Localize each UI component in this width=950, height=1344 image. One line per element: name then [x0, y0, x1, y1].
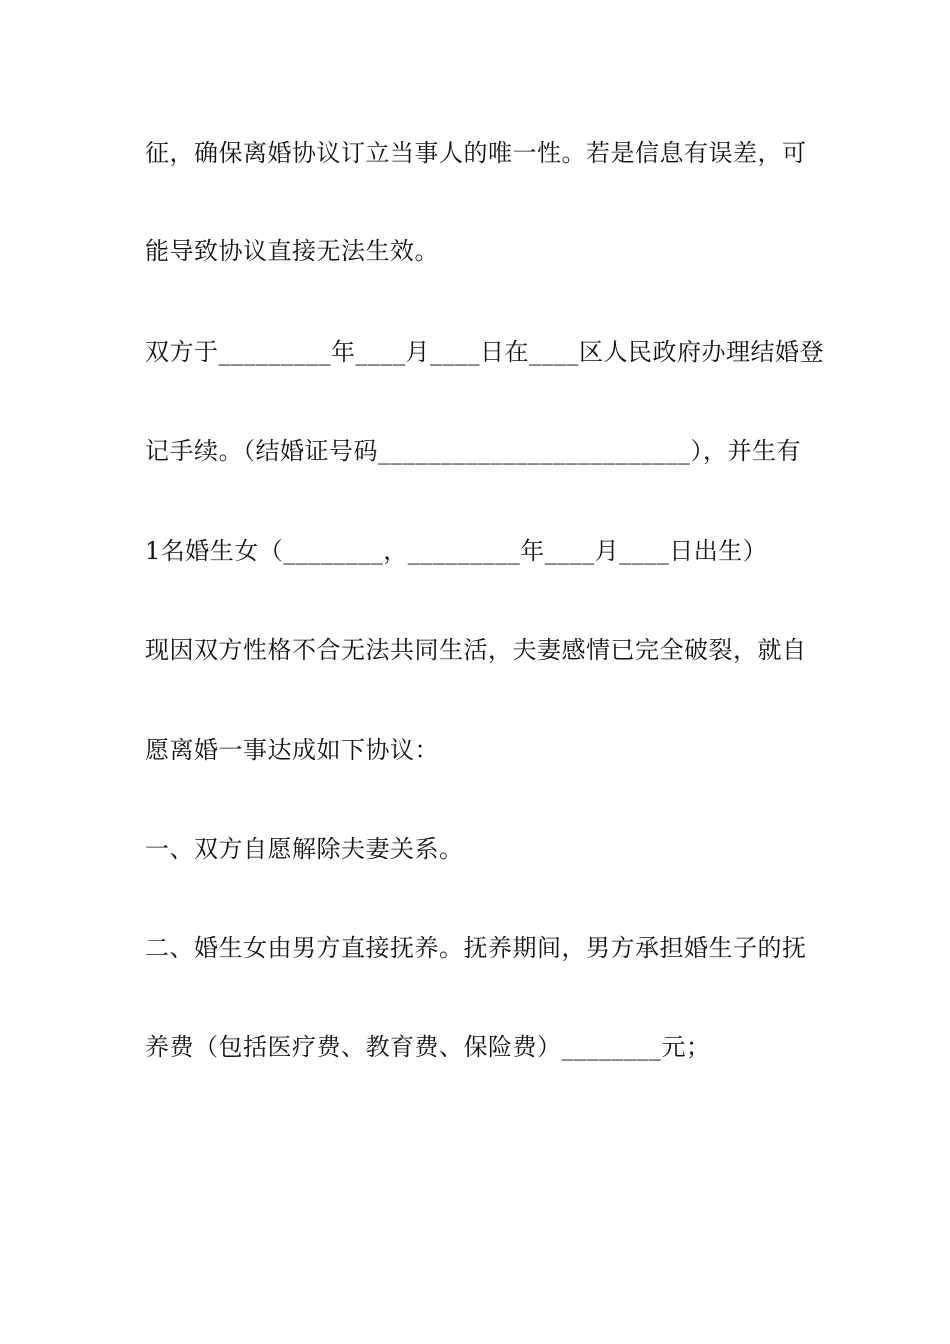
clause-two-continued: 养费（包括医疗费、教育费、保险费）________元； — [145, 1033, 711, 1061]
text-line: 征，确保离婚协议订立当事人的唯一性。若是信息有误差，可 — [145, 139, 807, 167]
clause-two: 二、婚生女由男方直接抚养。抚养期间，男方承担婚生子的抚 — [145, 934, 807, 962]
clause-one: 一、双方自愿解除夫妻关系。 — [145, 835, 464, 863]
text-line: 记手续。（结婚证号码_________________________），并生有 — [145, 437, 801, 465]
text-line: 愿离婚一事达成如下协议： — [145, 736, 439, 764]
text-line: 能导致协议直接无法生效。 — [145, 237, 439, 265]
text-line: 现因双方性格不合无法共同生活，夫妻感情已完全破裂，就自 — [145, 636, 807, 664]
text-line: 1名婚生女（________，_________年____月____日出生） — [145, 537, 768, 565]
text-line: 双方于_________年____月____日在____区人民政府办理结婚登 — [145, 338, 824, 366]
